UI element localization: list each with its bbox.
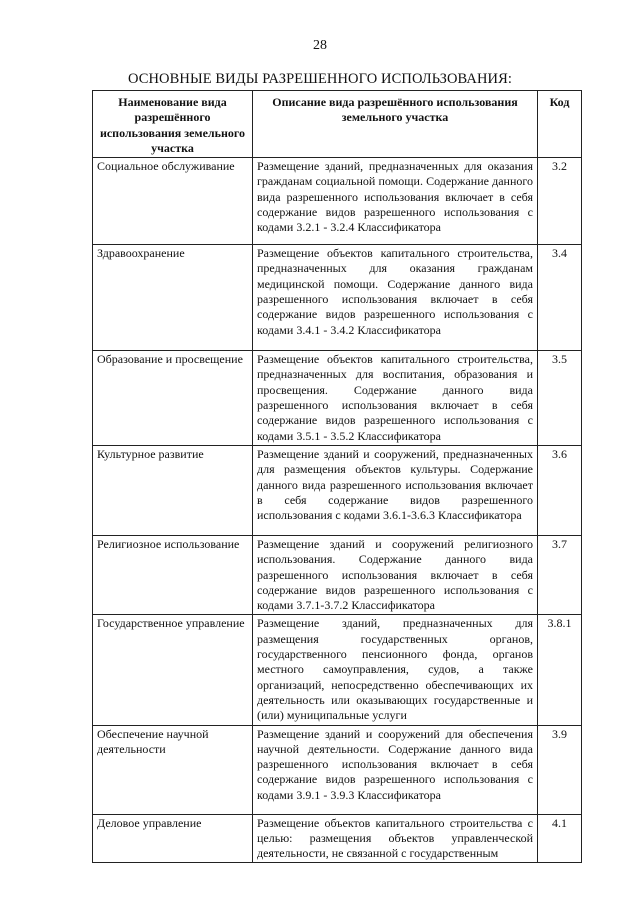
row-name: Образование и просвещение bbox=[93, 351, 253, 446]
row-description: Размещение объектов капитального строительства с целью: размещения объектов управленческой деятельности, не связанной с государственным bbox=[253, 814, 538, 863]
page-number: 28 bbox=[313, 38, 327, 53]
row-description: Размещение объектов капитального строительства, предназначенных для воспитания, образования и просвещения. Содержание данного вида разрешенного использования включает в себя содержание видов разрешенного использования с кодами 3.5.1 - 3.5.2 Классификатора bbox=[253, 351, 538, 446]
row-name: Социальное обслуживание bbox=[93, 158, 253, 245]
row-name: Государственное управление bbox=[93, 615, 253, 725]
table-header-row bbox=[93, 91, 582, 158]
table-row bbox=[93, 445, 582, 535]
row-description: Размещение зданий и сооружений религиозного использования. Содержание данного вида разрешенного использования включает в себя содержание видов разрешенного использования с кодами 3.7.1-3.7.2 Классификатора bbox=[253, 535, 538, 614]
row-name: Обеспечение научной деятельности bbox=[93, 725, 253, 814]
row-code: 3.4 bbox=[538, 245, 582, 351]
row-code: 3.2 bbox=[538, 158, 582, 245]
table-row bbox=[93, 351, 582, 446]
row-code: 3.7 bbox=[538, 535, 582, 614]
row-description: Размещение объектов капитального строительства, предназначенных для оказания гражданам медицинской помощи. Содержание данного вида разрешенного использования включает в себя содержание видов разрешенного использования с кодами 3.4.1 - 3.4.2 Классификатора bbox=[253, 245, 538, 351]
header-name: Наименование вида разрешённого использования земельного участка bbox=[93, 91, 253, 158]
row-name: Религиозное использование bbox=[93, 535, 253, 614]
row-code: 3.9 bbox=[538, 725, 582, 814]
row-name: Деловое управление bbox=[93, 814, 253, 863]
table-row bbox=[93, 535, 582, 614]
document-title: ОСНОВНЫЕ ВИДЫ РАЗРЕШЕННОГО ИСПОЛЬЗОВАНИЯ: bbox=[127, 71, 513, 87]
row-description: Размещение зданий, предназначенных для оказания гражданам социальной помощи. Содержание данного вида разрешенного использования включает в себя содержание видов разрешенного использования с кодами 3.2.1 - 3.2.4 Классификатора bbox=[253, 158, 538, 245]
row-code: 3.6 bbox=[538, 445, 582, 535]
row-description: Размещение зданий и сооружений для обеспечения научной деятельности. Содержание данного вида разрешенного использования включает в себя содержание видов разрешенного использования с кодами 3.9.1 - 3.9.3 Классификатора bbox=[253, 725, 538, 814]
row-name: Культурное развитие bbox=[93, 445, 253, 535]
table-row bbox=[93, 814, 582, 863]
land-use-table bbox=[92, 90, 582, 863]
header-code: Код bbox=[538, 91, 582, 158]
table-row bbox=[93, 158, 582, 245]
row-description: Размещение зданий и сооружений, предназначенных для размещения объектов культуры. Содержание данного вида разрешенного использования включает в себя содержание видов разрешенного использования с кодами 3.6.1-3.6.3 Классификатора bbox=[253, 445, 538, 535]
row-name: Здравоохранение bbox=[93, 245, 253, 351]
table-row bbox=[93, 245, 582, 351]
table-row bbox=[93, 615, 582, 725]
header-description: Описание вида разрешённого использования земельного участка bbox=[253, 91, 538, 158]
row-code: 3.8.1 bbox=[538, 615, 582, 725]
row-description: Размещение зданий, предназначенных для размещения государственных органов, государственного пенсионного фонда, органов местного самоуправления, судов, а также организаций, непосредственно обеспечивающих их деятельность или оказывающих государственные и (или) муниципальные услуги bbox=[253, 615, 538, 725]
table-row bbox=[93, 725, 582, 814]
row-code: 3.5 bbox=[538, 351, 582, 446]
row-code: 4.1 bbox=[538, 814, 582, 863]
